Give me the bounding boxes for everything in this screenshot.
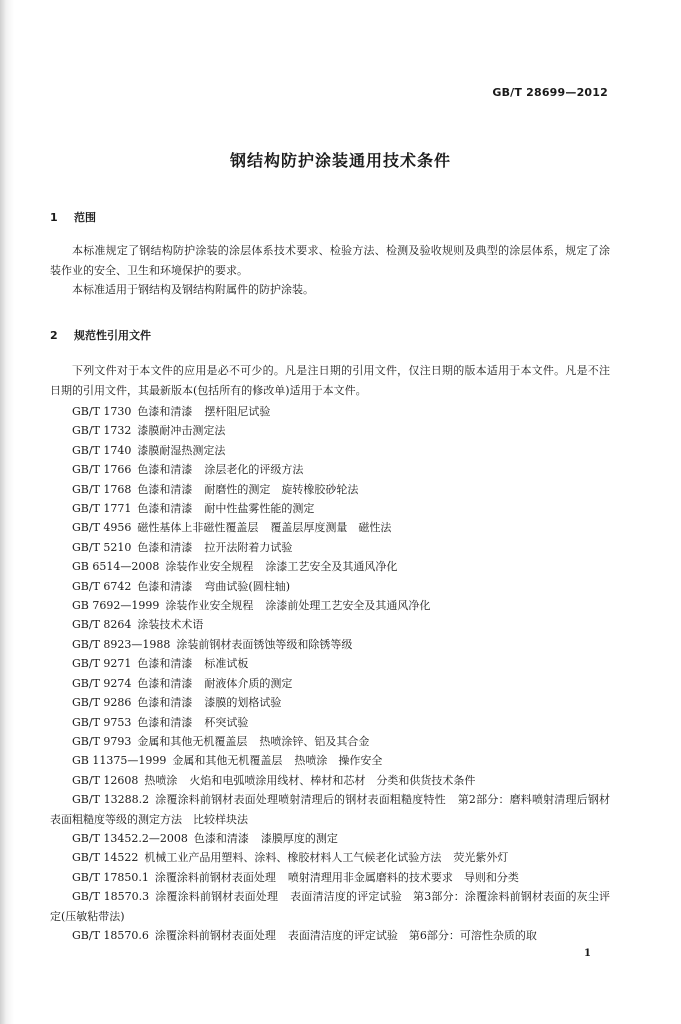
- paragraph: 本标准规定了钢结构防护涂装的涂层体系技术要求、检验方法、检测及验收规则及典型的涂层体系，规定了涂装作业的安全、卫生和环境保护的要求。: [50, 244, 610, 277]
- reference-code: GB/T 1771: [72, 502, 132, 516]
- reference-code: GB/T 4956: [72, 521, 132, 535]
- reference-subtitle: 表面清洁度的评定试验 第3部分：涂覆涂料前钢材表面的灰尘评定(压敏粘带法): [50, 890, 610, 923]
- reference-title: 金属和其他无机覆盖层: [137, 734, 248, 748]
- section-body: [50, 241, 610, 300]
- reference-subtitle: 荧光紫外灯: [453, 851, 509, 865]
- reference-code: GB/T 1740: [72, 443, 132, 457]
- reference-subtitle: 耐液体介质的测定: [204, 676, 293, 690]
- reference-subtitle: 喷射清理用非金属磨料的技术要求 导则和分类: [287, 870, 519, 884]
- reference-item: [50, 518, 610, 537]
- reference-subtitle: 漆膜厚度的测定: [260, 831, 338, 845]
- reference-item: [50, 848, 610, 867]
- reference-code: GB/T 1730: [72, 405, 132, 418]
- section-heading: [50, 327, 610, 345]
- reference-subtitle: 热喷涂 操作安全: [294, 754, 383, 768]
- reference-title: 涂覆涂料前钢材表面处理: [154, 870, 276, 884]
- reference-item: [50, 751, 610, 770]
- reference-title: 涂装前钢材表面锈蚀等级和除锈等级: [176, 637, 353, 651]
- reference-code: GB/T 9753: [72, 715, 132, 729]
- reference-item: [50, 441, 610, 460]
- reference-subtitle: 第2部分：磨料喷射清理后钢材表面粗糙度等级的测定方法 比较样块法: [50, 793, 610, 826]
- reference-code: GB/T 9274: [72, 676, 132, 690]
- reference-title: 色漆和清漆: [137, 482, 193, 496]
- reference-code: GB/T 5210: [72, 540, 132, 554]
- reference-title: 色漆和清漆: [137, 540, 193, 554]
- reference-code: GB/T 8923—1988: [72, 637, 171, 651]
- reference-code: GB/T 1732: [72, 424, 132, 438]
- reference-item: [50, 790, 610, 829]
- reference-title: 涂装技术术语: [137, 618, 204, 632]
- reference-code: GB/T 6742: [72, 579, 132, 593]
- reference-subtitle: 涂漆前处理工艺安全及其通风净化: [265, 599, 431, 613]
- reference-title: 漆膜耐湿热测定法: [137, 443, 226, 457]
- reference-subtitle: 杯突试验: [204, 715, 249, 729]
- reference-item: [50, 732, 610, 751]
- reference-item: [50, 557, 610, 576]
- reference-title: 磁性基体上非磁性覆盖层: [137, 521, 259, 535]
- reference-code: GB 6514—2008: [72, 560, 160, 574]
- section-scope: [50, 209, 610, 300]
- reference-item: [50, 421, 610, 440]
- reference-subtitle: 表面清洁度的评定试验 第6部分：可溶性杂质的取: [287, 928, 537, 942]
- reference-code: GB 7692—1999: [72, 599, 160, 613]
- reference-code: GB/T 1766: [72, 463, 132, 477]
- reference-item: [50, 713, 610, 732]
- section-title: 规范性引用文件: [74, 329, 151, 342]
- reference-title: 色漆和清漆: [137, 696, 193, 710]
- reference-title: 机械工业产品用塑料、涂料、橡胶材料人工气候老化试验方法: [144, 851, 442, 865]
- reference-title: 金属和其他无机覆盖层: [172, 754, 283, 768]
- reference-subtitle: 涂漆工艺安全及其通风净化: [265, 560, 398, 574]
- reference-item: [50, 829, 610, 848]
- reference-title: 涂覆涂料前钢材表面处理: [154, 928, 276, 942]
- reference-item: [50, 771, 610, 790]
- reference-item: [50, 499, 610, 518]
- section-body: [50, 361, 610, 400]
- reference-code: GB/T 13288.2: [72, 793, 150, 807]
- reference-subtitle: 漆膜的划格试验: [204, 696, 282, 710]
- reference-item: [50, 596, 610, 615]
- reference-item: [50, 926, 610, 945]
- reference-title: 色漆和清漆: [193, 831, 249, 845]
- reference-title: 涂覆涂料前钢材表面处理喷射清理后的钢材表面粗糙度特性: [155, 793, 446, 807]
- reference-item: [50, 868, 610, 887]
- reference-item: [50, 538, 610, 557]
- reference-subtitle: 拉开法附着力试验: [204, 540, 293, 554]
- reference-subtitle: 涂层老化的评级方法: [204, 463, 304, 477]
- section-normative-references: [50, 327, 610, 400]
- reference-title: 色漆和清漆: [137, 463, 193, 477]
- reference-code: GB/T 9286: [72, 696, 132, 710]
- reference-title: 涂覆涂料前钢材表面处理: [155, 890, 279, 904]
- document-title: 钢结构防护涂装通用技术条件: [229, 151, 451, 170]
- reference-title: 涂装作业安全规程: [165, 560, 254, 574]
- reference-subtitle: 耐中性盐雾性能的测定: [204, 502, 315, 516]
- section-heading: [50, 209, 610, 227]
- reference-item: [50, 402, 610, 421]
- reference-list: [50, 402, 610, 945]
- reference-code: GB/T 17850.1: [72, 870, 149, 884]
- section-number: 2: [50, 329, 58, 342]
- reference-item: [50, 480, 610, 499]
- reference-code: GB/T 1768: [72, 482, 132, 496]
- reference-code: GB/T 18570.6: [72, 928, 149, 942]
- paragraph: 本标准适用于钢结构及钢结构附属件的防护涂装。: [72, 283, 314, 296]
- reference-title: 色漆和清漆: [137, 715, 193, 729]
- reference-title: 色漆和清漆: [137, 676, 193, 690]
- paragraph: 下列文件对于本文件的应用是必不可少的。凡是注日期的引用文件，仅注日期的版本适用于本文件。凡是不注日期的引用文件，其最新版本(包括所有的修改单)适用于本文件。: [50, 364, 610, 397]
- reference-subtitle: 弯曲试验(圆柱轴): [204, 579, 290, 593]
- reference-item: [50, 693, 610, 712]
- reference-code: GB 11375—1999: [72, 754, 167, 768]
- reference-title: 热喷涂: [144, 773, 178, 787]
- reference-title: 色漆和清漆: [137, 502, 193, 516]
- reference-title: 色漆和清漆: [137, 405, 193, 418]
- reference-code: GB/T 13452.2—2008: [72, 831, 188, 845]
- reference-subtitle: 火焰和电弧喷涂用线材、棒材和芯材 分类和供货技术条件: [189, 773, 476, 787]
- reference-code: GB/T 9793: [72, 734, 132, 748]
- reference-code: GB/T 14522: [72, 851, 139, 865]
- reference-item: [50, 615, 610, 634]
- reference-title: 涂装作业安全规程: [165, 599, 254, 613]
- reference-code: GB/T 18570.3: [72, 890, 150, 904]
- reference-title: 色漆和清漆: [137, 657, 193, 671]
- reference-subtitle: 摆杆阻尼试验: [204, 405, 271, 418]
- reference-item: [50, 674, 610, 693]
- reference-item: [50, 654, 610, 673]
- reference-subtitle: 标准试板: [204, 657, 249, 671]
- reference-item: [50, 635, 610, 654]
- reference-item: [50, 887, 610, 926]
- standard-code-header: GB/T 28699—2012: [492, 86, 608, 99]
- reference-subtitle: 热喷涂锌、铝及其合金: [259, 734, 370, 748]
- reference-code: GB/T 12608: [72, 773, 139, 787]
- reference-title: 色漆和清漆: [137, 579, 193, 593]
- page-number: 1: [584, 948, 591, 959]
- reference-subtitle: 耐磨性的测定 旋转橡胶砂轮法: [204, 482, 359, 496]
- reference-item: [50, 460, 610, 479]
- section-title: 范围: [74, 211, 96, 224]
- reference-title: 漆膜耐冲击测定法: [137, 424, 226, 438]
- reference-code: GB/T 8264: [72, 618, 132, 632]
- reference-code: GB/T 9271: [72, 657, 132, 671]
- section-number: 1: [50, 211, 58, 224]
- reference-item: [50, 577, 610, 596]
- reference-subtitle: 覆盖层厚度测量 磁性法: [270, 521, 392, 535]
